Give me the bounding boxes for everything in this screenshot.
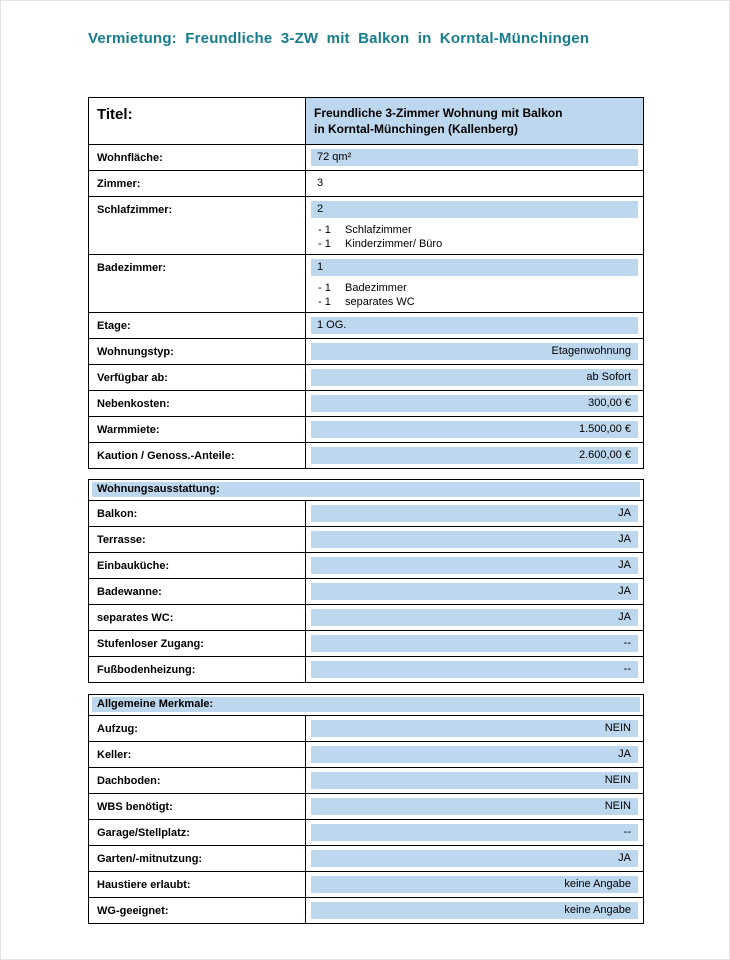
title-line-2: in Korntal-Münchingen (Kallenberg) <box>314 122 518 136</box>
row-value: 300,00 € <box>311 395 638 412</box>
row-label: Kaution / Genoss.-Anteile: <box>89 443 306 468</box>
main-table <box>88 97 644 469</box>
sub-item-count: - 1 <box>318 282 331 294</box>
row-value: JA <box>311 609 638 626</box>
row-value: Etagenwohnung <box>311 343 638 360</box>
row-label: Garten/-mitnutzung: <box>89 846 306 871</box>
row-label: Balkon: <box>89 501 306 526</box>
sub-item-name: separates WC <box>345 296 415 308</box>
row-label: Badewanne: <box>89 579 306 604</box>
row-label: Titel: <box>89 98 306 144</box>
general-table <box>88 694 644 924</box>
row-badewanne <box>89 578 643 604</box>
row-wbs-benoetigt <box>89 793 643 819</box>
sub-item <box>318 223 643 237</box>
row-label: Verfügbar ab: <box>89 365 306 390</box>
sub-item-name: Schlafzimmer <box>345 224 412 236</box>
row-terrasse <box>89 526 643 552</box>
row-label: Nebenkosten: <box>89 391 306 416</box>
row-value: 72 qm² <box>311 149 638 166</box>
row-schlafzimmer <box>89 196 643 254</box>
row-value: 2.600,00 € <box>311 447 638 464</box>
sub-item <box>318 281 643 295</box>
sub-item-list <box>306 281 643 309</box>
row-value: JA <box>311 557 638 574</box>
row-label: Warmmiete: <box>89 417 306 442</box>
row-value: JA <box>311 746 638 763</box>
row-zimmer <box>89 170 643 196</box>
sub-item-name: Kinderzimmer/ Büro <box>345 238 443 250</box>
row-label: Haustiere erlaubt: <box>89 872 306 897</box>
row-label: WBS benötigt: <box>89 794 306 819</box>
sub-item-count: - 1 <box>318 224 331 236</box>
row-titel <box>89 98 643 144</box>
document-heading: Vermietung: Freundliche 3-ZW mit Balkon in Korntal-Münchingen <box>88 30 590 47</box>
row-value: ab Sofort <box>311 369 638 386</box>
row-label: Einbauküche: <box>89 553 306 578</box>
row-value: -- <box>311 635 638 652</box>
row-label: Keller: <box>89 742 306 767</box>
row-kaution <box>89 442 643 468</box>
row-label: Wohnfläche: <box>89 145 306 170</box>
row-wohnungstyp <box>89 338 643 364</box>
row-label: Stufenloser Zugang: <box>89 631 306 656</box>
general-header-row <box>89 695 643 715</box>
section-header: Wohnungsausstattung: <box>92 482 640 497</box>
row-verfuegbar-ab <box>89 364 643 390</box>
row-value: -- <box>311 661 638 678</box>
features-header-row <box>89 480 643 500</box>
row-garage-stellplatz <box>89 819 643 845</box>
row-warmmiete <box>89 416 643 442</box>
sub-item-count: - 1 <box>318 238 331 250</box>
row-value: JA <box>311 531 638 548</box>
row-label: Schlafzimmer: <box>89 197 306 254</box>
row-label: WG-geeignet: <box>89 898 306 923</box>
row-value: 3 <box>317 177 324 189</box>
row-value: 2 <box>311 201 638 218</box>
row-value: NEIN <box>311 798 638 815</box>
row-haustiere-erlaubt <box>89 871 643 897</box>
row-label: Badezimmer: <box>89 255 306 312</box>
row-dachboden <box>89 767 643 793</box>
title-value <box>306 98 643 144</box>
sub-item <box>318 237 643 251</box>
row-keller <box>89 741 643 767</box>
row-label: Wohnungstyp: <box>89 339 306 364</box>
row-balkon <box>89 500 643 526</box>
row-wg-geeignet <box>89 897 643 923</box>
row-label: Dachboden: <box>89 768 306 793</box>
row-nebenkosten <box>89 390 643 416</box>
row-value: NEIN <box>311 772 638 789</box>
sub-item-count: - 1 <box>318 296 331 308</box>
title-line-1: Freundliche 3-Zimmer Wohnung mit Balkon <box>314 106 563 120</box>
row-value: 1.500,00 € <box>311 421 638 438</box>
sub-item-list <box>306 223 643 251</box>
row-value: NEIN <box>311 720 638 737</box>
row-stufenloser-zugang <box>89 630 643 656</box>
row-fussbodenheizung <box>89 656 643 682</box>
row-value: keine Angabe <box>311 876 638 893</box>
row-einbaukueche <box>89 552 643 578</box>
row-value: JA <box>311 583 638 600</box>
row-label: Etage: <box>89 313 306 338</box>
row-value: JA <box>311 505 638 522</box>
sub-item-name: Badezimmer <box>345 282 407 294</box>
row-value: keine Angabe <box>311 902 638 919</box>
row-label: Garage/Stellplatz: <box>89 820 306 845</box>
section-header: Allgemeine Merkmale: <box>92 697 640 712</box>
sub-item <box>318 295 643 309</box>
row-separates-wc <box>89 604 643 630</box>
row-value: 1 OG. <box>311 317 638 334</box>
row-value: -- <box>311 824 638 841</box>
row-etage <box>89 312 643 338</box>
row-badezimmer <box>89 254 643 312</box>
row-label: Aufzug: <box>89 716 306 741</box>
row-label: Terrasse: <box>89 527 306 552</box>
row-aufzug <box>89 715 643 741</box>
row-label: separates WC: <box>89 605 306 630</box>
row-label: Fußbodenheizung: <box>89 657 306 682</box>
row-wohnflaeche <box>89 144 643 170</box>
row-label: Zimmer: <box>89 171 306 196</box>
features-table <box>88 479 644 683</box>
row-value: 1 <box>311 259 638 276</box>
row-garten-mitnutzung <box>89 845 643 871</box>
row-value: JA <box>311 850 638 867</box>
